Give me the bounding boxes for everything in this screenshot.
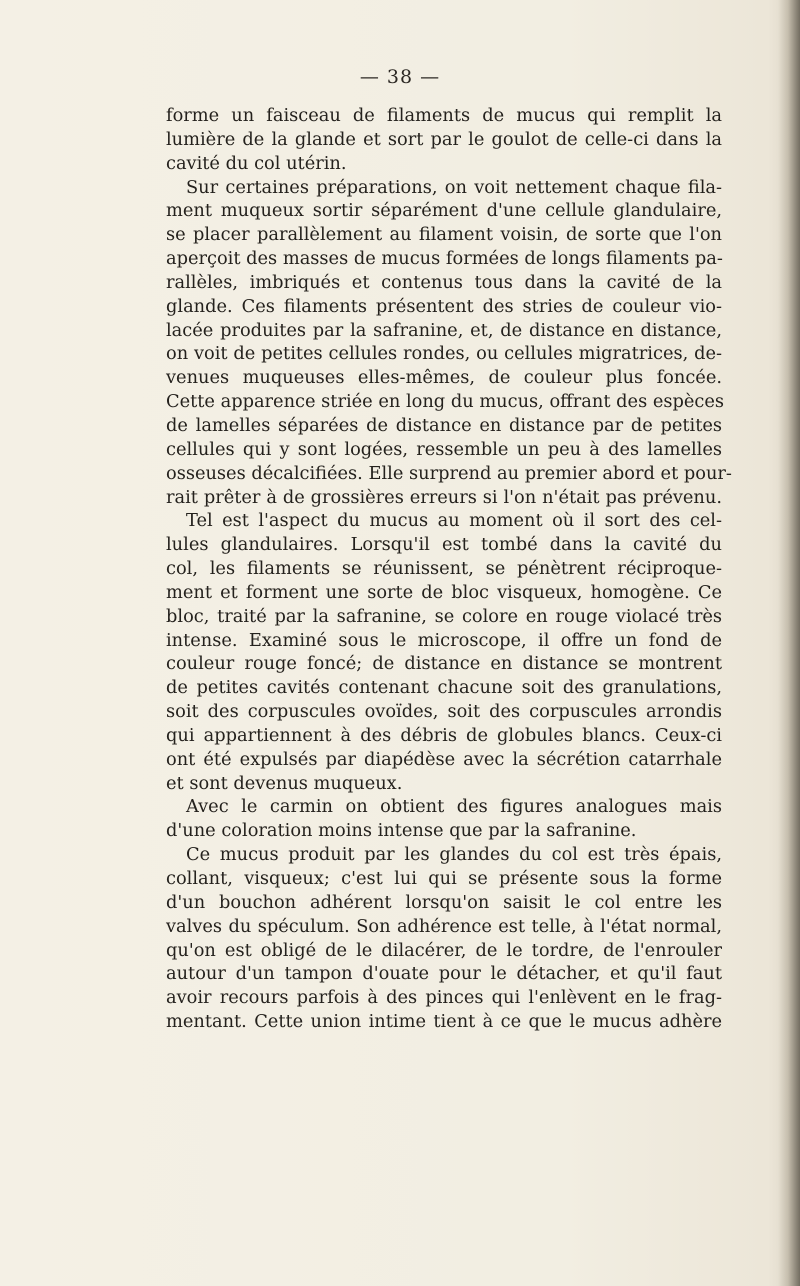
text-line: Sur certaines préparations, on voit nettement chaque fila- <box>186 176 722 198</box>
text-line: qui appartiennent à des débris de globules blancs. Ceux-ci <box>166 724 722 746</box>
text-line: ment muqueux sortir séparément d'une cellule glandulaire, <box>166 200 722 222</box>
text-line: cellules qui y sont logées, ressemble un peu à des lamelles <box>166 438 722 460</box>
text-line: col, les filaments se réunissent, se pénètrent réciproque- <box>166 558 722 580</box>
text-line: de petites cavités contenant chacune soit des granulations, <box>166 677 722 699</box>
text-line: on voit de petites cellules rondes, ou cellules migratrices, de- <box>166 343 722 365</box>
text-line: Ce mucus produit par les glandes du col est très épais, <box>186 844 722 866</box>
text-line: se placer parallèlement au filament voisin, de sorte que l'on <box>166 224 722 246</box>
text-line: collant, visqueux; c'est lui qui se présente sous la forme <box>166 868 722 889</box>
text-line: d'un bouchon adhérent lorsqu'on saisit le col entre les <box>166 891 722 913</box>
text-line: Tel est l'aspect du mucus au moment où il sort des cel- <box>186 510 722 532</box>
text-line: lumière de la glande et sort par le goulot de celle-ci dans la <box>166 128 722 150</box>
text-line: couleur rouge foncé; de distance en distance se montrent <box>166 653 722 675</box>
text-line: valves du spéculum. Son adhérence est telle, à l'état normal, <box>166 915 722 937</box>
text-line: bloc, traité par la safranine, se colore en rouge violacé très <box>166 605 722 627</box>
text-line: avoir recours parfois à des pinces qui l'enlèvent en le frag- <box>166 987 722 1009</box>
text-line: lules glandulaires. Lorsqu'il est tombé dans la cavité du <box>166 534 722 556</box>
text-line: ment et forment une sorte de bloc visqueux, homogène. Ce <box>166 581 722 603</box>
text-line: rait prêter à de grossières erreurs si l'on n'était pas prévenu. <box>166 486 722 508</box>
text-line: et sont devenus muqueux. <box>166 772 403 794</box>
text-line: qu'on est obligé de le dilacérer, de le tordre, de l'enrouler <box>166 939 722 961</box>
text-line: lacée produites par la safranine, et, de distance en distance, <box>166 319 722 341</box>
text-line: ont été expulsés par diapédèse avec la sécrétion catarrhale <box>166 748 722 770</box>
text-line: autour d'un tampon d'ouate pour le détacher, et qu'il faut <box>166 963 722 985</box>
text-line: osseuses décalcifiées. Elle surprend au premier abord et pour- <box>166 462 732 484</box>
text-line: cavité du col utérin. <box>166 152 347 174</box>
text-line: glande. Ces filaments présentent des stries de couleur vio- <box>166 295 722 317</box>
text-line: venues muqueuses elles-mêmes, de couleur plus foncée. <box>166 367 722 389</box>
text-line: forme un faisceau de filaments de mucus qui remplit la <box>166 105 722 126</box>
text-line: d'une coloration moins intense que par la safranine. <box>166 820 637 842</box>
text-line: intense. Examiné sous le microscope, il offre un fond de <box>166 629 722 651</box>
text-line: de lamelles séparées de distance en distance par de petites <box>166 414 722 436</box>
text-line: Avec le carmin on obtient des figures analogues mais <box>186 796 722 818</box>
text-line: aperçoit des masses de mucus formées de longs filaments pa- <box>166 248 723 270</box>
text-line: mentant. Cette union intime tient à ce que le mucus adhère <box>166 1011 722 1033</box>
text-line: Cette apparence striée en long du mucus, offrant des espèces <box>166 391 724 413</box>
page-edge-shadow <box>778 0 800 1286</box>
body-text <box>166 104 732 1034</box>
page-number: — 38 — <box>359 66 441 88</box>
text-line: soit des corpuscules ovoïdes, soit des corpuscules arrondis <box>166 701 722 723</box>
text-line: rallèles, imbriqués et contenus tous dans la cavité de la <box>166 271 722 293</box>
